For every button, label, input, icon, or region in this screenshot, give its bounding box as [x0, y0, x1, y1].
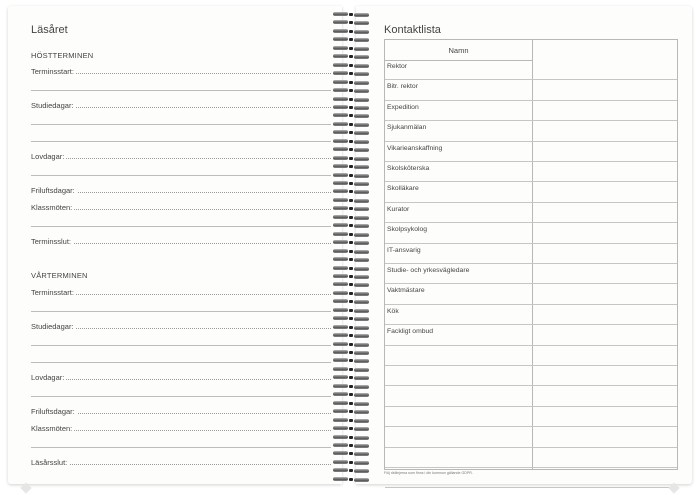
spring-study-days-label: Studiedagar: — [31, 322, 74, 331]
page-title: Läsåret — [31, 24, 68, 36]
spring-class-meetings-row[interactable] — [31, 422, 331, 434]
spiral-coil — [333, 266, 369, 271]
spiral-coil — [333, 333, 369, 338]
spiral-coil — [333, 249, 369, 254]
page-title: Kontaktlista — [384, 24, 441, 36]
autumn-class-meetings-row[interactable] — [31, 201, 331, 213]
spiral-coil — [333, 435, 369, 440]
contact-row[interactable] — [385, 203, 677, 223]
spiral-coil — [333, 358, 369, 363]
contact-role-label: Vikarieanskaffning — [387, 144, 443, 152]
rule — [31, 447, 331, 448]
contact-row[interactable] — [385, 142, 677, 162]
spiral-coil — [333, 299, 369, 304]
spiral-coil — [333, 316, 369, 321]
spiral-coil — [333, 257, 369, 262]
spiral-coil — [333, 54, 369, 59]
autumn-study-days-label: Studiedagar: — [31, 101, 74, 110]
rule — [31, 362, 331, 363]
spiral-coil — [333, 164, 369, 169]
right-page — [356, 6, 692, 484]
gdpr-footnote: Följ riktlinjerna som finns i din kommun gällande GDPR. — [384, 471, 473, 475]
contact-row[interactable] — [385, 182, 677, 202]
spiral-coil — [333, 401, 369, 406]
year-end-row[interactable] — [31, 456, 331, 468]
spring-class-meetings-label: Klassmöten: — [31, 424, 73, 433]
spiral-coil — [333, 12, 369, 17]
spiral-coil — [333, 282, 369, 287]
spiral-coil — [333, 426, 369, 431]
contact-row[interactable] — [385, 244, 677, 264]
contact-row[interactable] — [385, 60, 677, 80]
spring-outdoor-days-label: Friluftsdagar: — [31, 407, 75, 416]
spiral-coil — [333, 181, 369, 186]
contact-role-label: Vaktmästare — [387, 287, 425, 295]
contact-table — [384, 39, 678, 470]
rule — [31, 345, 331, 346]
contact-row[interactable] — [385, 305, 677, 325]
autumn-study-days-row[interactable] — [31, 99, 331, 111]
contact-role-label: Fackligt ombud — [387, 328, 434, 336]
autumn-term-start-row[interactable] — [31, 65, 331, 77]
spiral-coil — [333, 325, 369, 330]
autumn-holidays-row[interactable] — [31, 150, 331, 162]
spiral-coil — [333, 80, 369, 85]
spiral-coil — [333, 291, 369, 296]
spiral-coil — [333, 198, 369, 203]
contact-row[interactable] — [385, 366, 677, 386]
rule — [31, 311, 331, 312]
contact-role-label: Skolpsykolog — [387, 226, 428, 234]
contact-row[interactable] — [385, 448, 677, 468]
contact-row[interactable] — [385, 80, 677, 100]
rule — [31, 124, 331, 125]
contact-role-label: Rektor — [387, 63, 408, 70]
spiral-coil — [333, 384, 369, 389]
contact-role-label: Sjukanmälan — [387, 124, 427, 132]
spring-holidays-row[interactable] — [31, 371, 331, 383]
spring-outdoor-days-row[interactable] — [31, 405, 331, 417]
contact-role-label: Expedition — [387, 103, 419, 111]
spring-term-start-label: Terminsstart: — [31, 288, 74, 297]
contact-row[interactable] — [385, 223, 677, 243]
left-page — [8, 6, 342, 484]
contact-row[interactable] — [385, 407, 677, 427]
spiral-coil — [333, 375, 369, 380]
spiral-coil — [333, 105, 369, 110]
spiral-coil — [333, 240, 369, 245]
contact-row[interactable] — [385, 162, 677, 182]
spiral-coil — [333, 189, 369, 194]
autumn-term-end-row[interactable] — [31, 235, 331, 247]
spiral-coil — [333, 223, 369, 228]
spiral-coil — [333, 367, 369, 372]
spiral-coil — [333, 274, 369, 279]
contact-row[interactable] — [385, 346, 677, 366]
spring-study-days-row[interactable] — [31, 320, 331, 332]
rule — [31, 396, 331, 397]
spiral-coil — [333, 122, 369, 127]
spiral-coil — [333, 460, 369, 465]
contact-role-label: Bitr. rektor — [387, 83, 418, 91]
autumn-class-meetings-label: Klassmöten: — [31, 203, 73, 212]
autumn-term-start-label: Terminsstart: — [31, 67, 74, 76]
year-end-label: Läsårsslut: — [31, 458, 68, 467]
spiral-coil — [333, 215, 369, 220]
spiral-coil — [333, 206, 369, 211]
spiral-coil — [333, 20, 369, 25]
autumn-heading: HÖSTTERMINEN — [31, 51, 94, 60]
contact-row[interactable] — [385, 264, 677, 284]
spiral-coil — [333, 130, 369, 135]
spiral-coil — [333, 451, 369, 456]
spiral-coil — [333, 88, 369, 93]
contact-role-label: Kurator — [387, 205, 410, 213]
spiral-coil — [333, 392, 369, 397]
spiral-coil — [333, 443, 369, 448]
contact-row[interactable] — [385, 325, 677, 345]
contact-role-label: IT-ansvarig — [387, 246, 421, 254]
contact-row[interactable] — [385, 121, 677, 141]
rule — [31, 141, 331, 142]
contact-row[interactable] — [385, 386, 677, 406]
spiral-coil — [333, 409, 369, 414]
contact-role-label: Skolläkare — [387, 185, 419, 193]
spiral-coil — [333, 63, 369, 68]
page-tab — [20, 482, 31, 493]
contact-role-label: Skolsköterska — [387, 165, 430, 172]
rule — [31, 90, 331, 91]
spring-heading: VÅRTERMINEN — [31, 271, 88, 280]
spiral-coil — [333, 113, 369, 118]
name-column-header-label: Namn — [448, 46, 469, 55]
spiral-coil — [333, 37, 369, 42]
spiral-coil — [333, 418, 369, 423]
contact-row[interactable] — [385, 101, 677, 121]
autumn-holidays-label: Lovdagar: — [31, 152, 65, 161]
rule — [31, 226, 331, 227]
spiral-coil — [333, 156, 369, 161]
spiral-coil — [333, 308, 369, 313]
spiral-coil — [333, 97, 369, 102]
name-column-header — [385, 40, 532, 61]
spiral-coil — [333, 468, 369, 473]
autumn-outdoor-days-label: Friluftsdagar: — [31, 186, 75, 195]
spiral-coil — [333, 342, 369, 347]
spiral-coil — [333, 71, 369, 76]
contact-row[interactable] — [385, 284, 677, 304]
contact-row[interactable] — [385, 427, 677, 447]
spring-term-start-row[interactable] — [31, 286, 331, 298]
autumn-outdoor-days-row[interactable] — [31, 184, 331, 196]
spiral-coil — [333, 477, 369, 482]
spiral-coil — [333, 139, 369, 144]
contact-role-label: Studie- och yrkesvägledare — [387, 267, 470, 274]
spiral-binding — [330, 4, 374, 488]
spiral-coil — [333, 147, 369, 152]
rule — [31, 175, 331, 176]
contact-role-label: Kök — [387, 307, 399, 315]
spiral-coil — [333, 232, 369, 237]
spring-holidays-label: Lovdagar: — [31, 373, 65, 382]
spiral-coil — [333, 29, 369, 34]
spiral-coil — [333, 46, 369, 51]
spiral-coil — [333, 173, 369, 178]
autumn-term-end-label: Terminsslut: — [31, 237, 72, 246]
spiral-coil — [333, 350, 369, 355]
